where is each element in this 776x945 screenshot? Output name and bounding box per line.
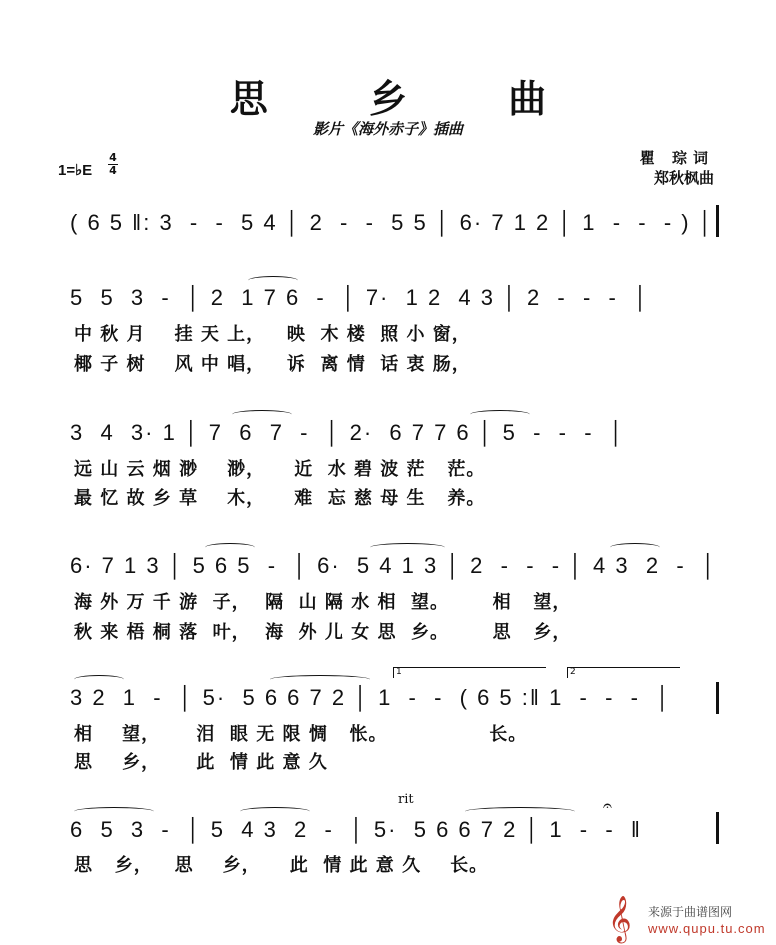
slur [370,543,445,552]
time-numerator: 4 [109,151,117,164]
notation-row-1: 5 5 3 - │ 2 1 7 6 - │ 7· 1 2 4 3 │ 2 - - - │ [70,285,650,310]
notation-row-3: 6· 7 1 3 │ 5 6 5 - │ 6· 5 4 1 3 │ 2 - - - │ 4 3 2 - │ [70,553,718,578]
slur [240,807,310,816]
notation-row-4: 3 2 1 - │ 5· 5 6 6 7 2 │ 1 - - ( 6 5 :‖ 1 - - - │ [70,685,672,710]
treble-clef-icon: 𝄞 [608,896,632,942]
slur [74,675,124,684]
slur [270,675,370,684]
lyrics-row-5: 思 乡， 思 乡， 此 情 此 意 久 长。 [74,855,489,876]
key-signature: 1=♭E [58,162,93,179]
ritardando-marking: rit [398,792,414,807]
subtitle: 影片《海外赤子》插曲 [312,120,463,138]
time-denominator: 4 [109,164,117,177]
lyrics-verse-2-row-3: 秋 来 梧 桐 落 叶， 海 外 儿 女 思 乡。 思 乡， [74,622,572,643]
lyrics-verse-2-row-4: 思 乡， 此 情 此 意 久 [74,752,328,773]
volta-bracket-2: 2 [567,667,680,678]
page-title: 思 乡 曲 [229,76,591,121]
notation-row-intro: ( 6 5 ‖: 3 - - 5 4 │ 2 - - 5 5 │ 6· 7 1 2 │ 1 - - - ) │ [70,210,715,235]
final-barline [716,812,719,844]
barline [716,682,719,714]
slur [610,543,660,552]
watermark-line-1: 来源于曲谱图网 [648,905,733,919]
notation-row-2: 3 4 3· 1 │ 7 6 7 - │ 2· 6 7 7 6 │ 5 - - - │ [70,420,626,445]
fermata-icon: 𝄐 [603,796,612,815]
lyrics-verse-2-row-1: 椰 子 树 风 中 唱， 诉 离 情 话 衷 肠， [74,354,471,375]
slur [465,807,575,816]
watermark-line-2: www.qupu.tu.com [648,921,766,936]
slur [74,807,154,816]
lyricist-credit: 瞿 琮词 [639,149,714,167]
lyrics-verse-1-row-4: 相 望， 泪 眼 无 限 惆 怅。 长。 [74,724,528,745]
lyrics-verse-1-row-3: 海 外 万 千 游 子， 隔 山 隔 水 相 望。 相 望， [74,592,572,613]
slur [470,410,530,419]
lyrics-verse-2-row-2: 最 忆 故 乡 草 木， 难 忘 慈 母 生 养。 [74,488,486,509]
barline [716,205,719,237]
lyrics-verse-1-row-1: 中 秋 月 挂 天 上， 映 木 楼 照 小 窗， [74,324,471,345]
time-signature [108,152,118,177]
slur [232,410,292,419]
notation-row-5: 6 5 3 - │ 5 4 3 2 - │ 5· 5 6 6 7 2 │ 1 - - ‖ [70,817,642,842]
watermark [608,897,768,941]
lyrics-verse-1-row-2: 远 山 云 烟 渺 渺， 近 水 碧 波 茫 茫。 [74,459,486,480]
volta-bracket-1: 1 [393,667,546,678]
composer-credit: 郑秋枫曲 [653,169,714,187]
slur [248,276,298,285]
slur [205,543,255,552]
